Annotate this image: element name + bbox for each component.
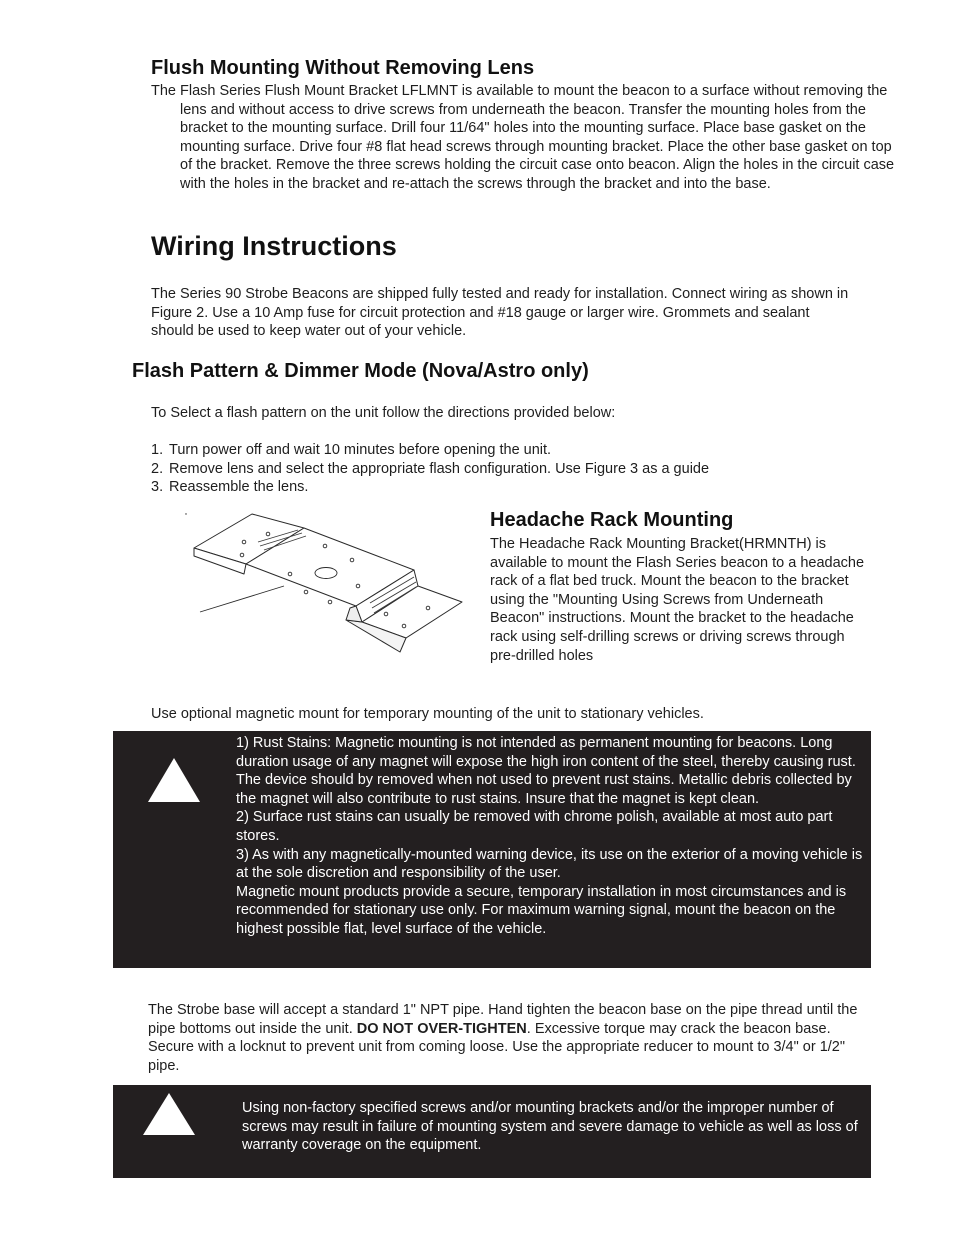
- flash-pattern-intro: To Select a flash pattern on the unit follow the directions provided below:: [151, 405, 616, 421]
- warning-paragraph: 1) Rust Stains: Magnetic mounting is not intended as permanent mounting for beacons. Long duration usage of any magnet will expose the high iron content of the steel, thereby causing rust. The device should by removed when not used to prevent rust stains. Metallic debris collected by the magnet will also contribute to rust stains. Insure that the magnet is kept clean.: [236, 735, 856, 807]
- wiring-title: Wiring Instructions: [151, 231, 397, 261]
- pipe-text-before: The Strobe base will accept a standard 1" NPT pipe. Hand tighten the beacon base on the pipe thread until the pipe bottoms out inside the unit.: [148, 1002, 858, 1037]
- flash-pattern-steps: [151, 441, 851, 497]
- pipe-text-after: . Excessive torque may crack the beacon base. Secure with a locknut to prevent unit from coming loose. Use the appropriate reducer to mount to 3/4" or 1/2" pipe.: [148, 1020, 845, 1074]
- warning-paragraph: 3) As with any magnetically-mounted warning device, its use on the exterior of a moving vehicle is at the sole discretion and responsibility of the user.: [236, 846, 863, 882]
- wiring-body: The Series 90 Strobe Beacons are shipped fully tested and ready for installation. Connect wiring as shown in Figure 2. Use a 10 Amp fuse for circuit protection and #18 gauge or larger wire. Grommets and sealant should be used to keep water out of your vehicle.: [151, 286, 849, 340]
- warning-paragraph: 2) Surface rust stains can usually be removed with chrome polish, available at most auto part stores.: [236, 809, 833, 844]
- magnetic-warning-box: [113, 731, 871, 968]
- screws-warning-box: [113, 1085, 871, 1178]
- pipe-mount-body: [148, 1001, 860, 1075]
- flush-mount-title: Flush Mounting Without Removing Lens: [151, 57, 535, 79]
- list-item: [151, 441, 851, 460]
- flush-mount-body: The Flash Series Flush Mount Bracket LFLMNT is available to mount the beacon to a surface without removing the lens and without access to drive screws from underneath the beacon. Transfer the mounting holes from the bracket to the mounting surface. Drill four 11/64" holes into the mounting surface. Place base gasket on the mounting surface. Drive four #8 flat head screws through mounting bracket. Place the other base gasket on top of the bracket. Remove the three screws holding the circuit case onto beacon. Align the holes in the circuit case with the holes in the bracket and re-attach the screws through the bracket and into the base.: [151, 83, 895, 192]
- list-item: [151, 460, 851, 479]
- step-number: 2.: [151, 460, 164, 477]
- step-number: 3.: [151, 479, 164, 496]
- warning-triangle-icon: [141, 1091, 197, 1137]
- magnetic-mount-intro: Use optional magnetic mount for temporary mounting of the unit to stationary vehicles.: [151, 706, 704, 722]
- flash-pattern-title: Flash Pattern & Dimmer Mode (Nova/Astro only): [132, 360, 589, 382]
- pipe-text-bold: DO NOT OVER-TIGHTEN: [356, 1020, 527, 1037]
- list-item: [151, 478, 851, 497]
- step-text: Reassemble the lens.: [169, 479, 309, 496]
- magnetic-warning-text: [236, 734, 866, 939]
- headache-rack-body: The Headache Rack Mounting Bracket(HRMNTH) is available to mount the Flash Series beacon to a headache rack of a flat bed truck. Mount the beacon to the bracket using the "Mounting Using Screws from Underneath Beacon" instructions. Mount the bracket to the headache rack using self-drilling screws or driving screws through pre-drilled holes: [490, 536, 865, 664]
- warning-paragraph: Magnetic mount products provide a secure, temporary installation in most circumstances and is recommended for stationary use only. For maximum warning signal, mount the beacon on the highest possible flat, level surface of the vehicle.: [236, 883, 847, 937]
- step-text: Turn power off and wait 10 minutes before opening the unit.: [169, 442, 552, 458]
- screws-warning-text: Using non-factory specified screws and/or mounting brackets and/or the improper number of screws may result in failure of mounting system and severe damage to vehicle as well as loss of warranty coverage on the equipment.: [242, 1100, 858, 1154]
- headache-rack-bracket-illustration: [180, 508, 470, 656]
- headache-rack-title: Headache Rack Mounting: [490, 509, 734, 531]
- warning-triangle-icon: [146, 756, 202, 804]
- step-number: 1.: [151, 442, 164, 458]
- step-text: Remove lens and select the appropriate flash configuration. Use Figure 3 as a guide: [169, 460, 710, 477]
